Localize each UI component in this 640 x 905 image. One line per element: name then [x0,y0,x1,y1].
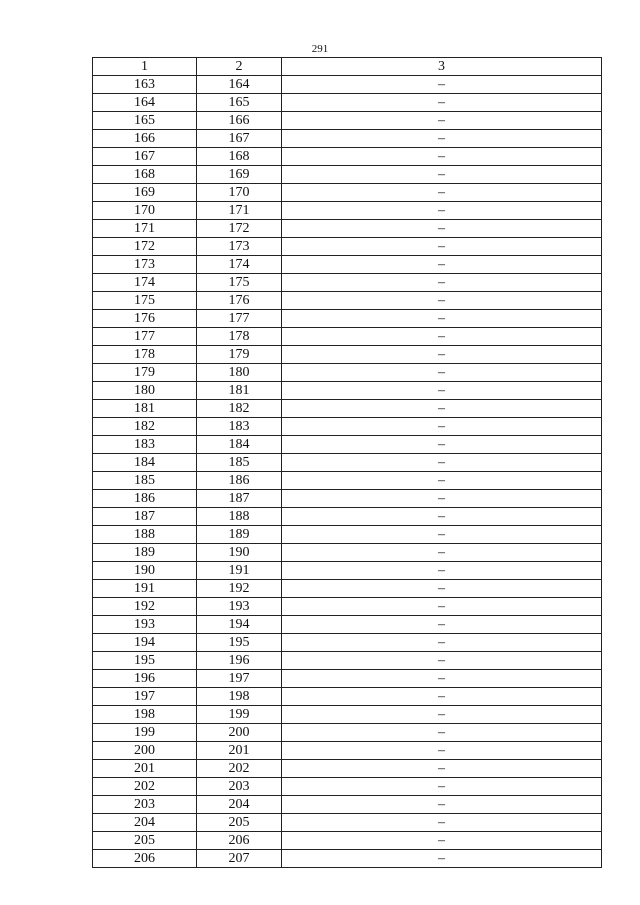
cell-col-1: 176 [93,310,197,328]
cell-col-3: – [282,418,602,436]
cell-col-1: 183 [93,436,197,454]
cell-col-3: – [282,598,602,616]
cell-col-1: 170 [93,202,197,220]
cell-col-2: 204 [197,796,282,814]
cell-col-3: – [282,760,602,778]
cell-col-3: – [282,742,602,760]
cell-col-1: 188 [93,526,197,544]
cell-col-2: 168 [197,148,282,166]
cell-col-2: 171 [197,202,282,220]
table-row [93,652,602,670]
cell-col-1: 206 [93,850,197,868]
cell-col-3: – [282,364,602,382]
table-body [93,76,602,868]
table-row [93,760,602,778]
cell-col-1: 168 [93,166,197,184]
cell-col-1: 194 [93,634,197,652]
cell-col-1: 164 [93,94,197,112]
cell-col-3: – [282,472,602,490]
cell-col-2: 167 [197,130,282,148]
cell-col-3: – [282,148,602,166]
cell-col-2: 165 [197,94,282,112]
table-row [93,184,602,202]
table-row [93,382,602,400]
cell-col-2: 206 [197,832,282,850]
table-row [93,256,602,274]
cell-col-1: 172 [93,238,197,256]
cell-col-1: 177 [93,328,197,346]
table-row [93,616,602,634]
cell-col-1: 173 [93,256,197,274]
page-number: 291 [311,43,329,55]
cell-col-2: 200 [197,724,282,742]
table-row [93,832,602,850]
cell-col-2: 192 [197,580,282,598]
cell-col-2: 197 [197,670,282,688]
table-row [93,724,602,742]
table-row [93,238,602,256]
table-row [93,490,602,508]
cell-col-2: 199 [197,706,282,724]
table-row [93,364,602,382]
cell-col-1: 196 [93,670,197,688]
cell-col-1: 186 [93,490,197,508]
cell-col-3: – [282,346,602,364]
column-header-1: 1 [93,58,197,76]
cell-col-3: – [282,832,602,850]
cell-col-2: 196 [197,652,282,670]
table-row [93,778,602,796]
cell-col-3: – [282,328,602,346]
cell-col-1: 203 [93,796,197,814]
column-header-3: 3 [282,58,602,76]
table-row [93,436,602,454]
cell-col-2: 166 [197,112,282,130]
cell-col-1: 201 [93,760,197,778]
cell-col-2: 186 [197,472,282,490]
cell-col-2: 187 [197,490,282,508]
table-row [93,544,602,562]
cell-col-2: 182 [197,400,282,418]
cell-col-1: 193 [93,616,197,634]
cell-col-1: 202 [93,778,197,796]
cell-col-3: – [282,634,602,652]
cell-col-2: 175 [197,274,282,292]
table-row [93,148,602,166]
cell-col-2: 184 [197,436,282,454]
cell-col-3: – [282,706,602,724]
table-row [93,112,602,130]
cell-col-1: 179 [93,364,197,382]
cell-col-1: 165 [93,112,197,130]
cell-col-3: – [282,688,602,706]
cell-col-2: 180 [197,364,282,382]
cell-col-3: – [282,490,602,508]
table-row [93,166,602,184]
cell-col-3: – [282,202,602,220]
table-row [93,418,602,436]
table-row [93,850,602,868]
cell-col-1: 166 [93,130,197,148]
cell-col-2: 185 [197,454,282,472]
cell-col-3: – [282,454,602,472]
cell-col-3: – [282,184,602,202]
cell-col-2: 205 [197,814,282,832]
cell-col-1: 200 [93,742,197,760]
cell-col-1: 191 [93,580,197,598]
cell-col-3: – [282,220,602,238]
cell-col-2: 193 [197,598,282,616]
cell-col-3: – [282,382,602,400]
cell-col-2: 172 [197,220,282,238]
table-row [93,130,602,148]
cell-col-1: 190 [93,562,197,580]
cell-col-3: – [282,850,602,868]
cell-col-3: – [282,778,602,796]
cell-col-1: 192 [93,598,197,616]
cell-col-3: – [282,130,602,148]
cell-col-3: – [282,238,602,256]
cell-col-2: 191 [197,562,282,580]
cell-col-1: 182 [93,418,197,436]
table-row [93,94,602,112]
column-header-2: 2 [197,58,282,76]
cell-col-2: 183 [197,418,282,436]
cell-col-3: – [282,544,602,562]
cell-col-3: – [282,724,602,742]
table-header-row [93,58,602,76]
cell-col-3: – [282,76,602,94]
cell-col-2: 177 [197,310,282,328]
table-row [93,508,602,526]
cell-col-3: – [282,166,602,184]
cell-col-3: – [282,652,602,670]
table-row [93,454,602,472]
cell-col-3: – [282,562,602,580]
cell-col-1: 198 [93,706,197,724]
cell-col-1: 174 [93,274,197,292]
cell-col-2: 188 [197,508,282,526]
cell-col-3: – [282,310,602,328]
cell-col-2: 170 [197,184,282,202]
cell-col-1: 195 [93,652,197,670]
cell-col-2: 164 [197,76,282,94]
cell-col-1: 204 [93,814,197,832]
cell-col-2: 203 [197,778,282,796]
cell-col-3: – [282,670,602,688]
table-row [93,346,602,364]
cell-col-2: 207 [197,850,282,868]
cell-col-2: 179 [197,346,282,364]
cell-col-3: – [282,508,602,526]
cell-col-3: – [282,292,602,310]
table-row [93,310,602,328]
table-row [93,202,602,220]
table-row [93,796,602,814]
cell-col-3: – [282,256,602,274]
cell-col-3: – [282,616,602,634]
cell-col-1: 189 [93,544,197,562]
cell-col-3: – [282,526,602,544]
cell-col-2: 190 [197,544,282,562]
cell-col-2: 169 [197,166,282,184]
cell-col-3: – [282,274,602,292]
table-row [93,580,602,598]
cell-col-1: 163 [93,76,197,94]
cell-col-2: 174 [197,256,282,274]
cell-col-1: 181 [93,400,197,418]
cell-col-2: 201 [197,742,282,760]
cell-col-3: – [282,94,602,112]
table-row [93,328,602,346]
cell-col-3: – [282,436,602,454]
table-row [93,292,602,310]
table-row [93,670,602,688]
cell-col-2: 189 [197,526,282,544]
cell-col-2: 194 [197,616,282,634]
cell-col-1: 184 [93,454,197,472]
cell-col-1: 205 [93,832,197,850]
cell-col-3: – [282,400,602,418]
cell-col-1: 197 [93,688,197,706]
cell-col-1: 178 [93,346,197,364]
table-row [93,688,602,706]
cell-col-1: 175 [93,292,197,310]
cell-col-1: 171 [93,220,197,238]
table-row [93,400,602,418]
cell-col-1: 167 [93,148,197,166]
cell-col-2: 173 [197,238,282,256]
cell-col-1: 169 [93,184,197,202]
cell-col-3: – [282,796,602,814]
table-row [93,634,602,652]
table-row [93,472,602,490]
cell-col-3: – [282,814,602,832]
cell-col-2: 195 [197,634,282,652]
table-row [93,562,602,580]
table-row [93,526,602,544]
table-row [93,76,602,94]
cell-col-2: 181 [197,382,282,400]
data-table [92,57,602,868]
cell-col-3: – [282,112,602,130]
cell-col-1: 180 [93,382,197,400]
table-row [93,706,602,724]
cell-col-3: – [282,580,602,598]
cell-col-2: 202 [197,760,282,778]
cell-col-2: 176 [197,292,282,310]
cell-col-1: 199 [93,724,197,742]
table-row [93,814,602,832]
table-row [93,220,602,238]
cell-col-1: 187 [93,508,197,526]
cell-col-1: 185 [93,472,197,490]
table-row [93,274,602,292]
cell-col-2: 178 [197,328,282,346]
table-row [93,598,602,616]
table-row [93,742,602,760]
cell-col-2: 198 [197,688,282,706]
